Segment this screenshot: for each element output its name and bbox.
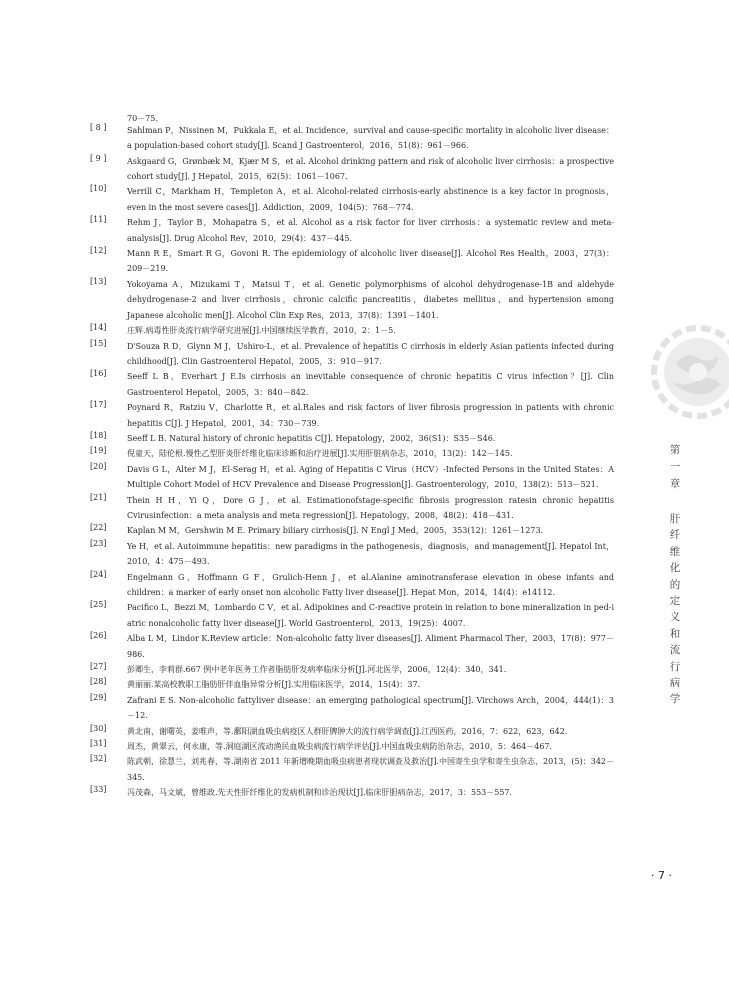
reference-number: [15] (90, 338, 107, 348)
reference-item (0, 570, 729, 601)
reference-number: [33] (90, 785, 107, 795)
continuation-text: 70－75. (127, 114, 158, 123)
reference-item (0, 662, 729, 677)
chapter-label (670, 442, 681, 493)
reference-number: [28] (90, 677, 107, 687)
sidebar-char: 化 (669, 562, 681, 575)
chapter-title (670, 511, 681, 708)
reference-item (0, 154, 729, 185)
sidebar-char: 第 (669, 444, 681, 456)
reference-item (0, 739, 729, 754)
reference-text: Kaplan M M，Gershwin M E. Primary biliary cirrhosis[J]. N Engl J Med，2005，353(12)：1261－1273. (127, 526, 544, 536)
sidebar-char: 流 (669, 644, 681, 657)
reference-item (0, 631, 729, 662)
reference-text: Seeff L B，Everhart J E.Is cirrhosis an inevitable consequence of chronic hepatitis C virus infection？[J]. Clin Gastroenterol Hepatol，2005，3：840－842. (127, 372, 614, 397)
reference-number: [29] (90, 692, 107, 702)
reference-text: Zafrani E S. Non-alcoholic fattyliver disease：an emerging pathological spectrum[J]. Virchows Arch，2004，444(1)：3－12. (127, 695, 614, 721)
reference-text: Pacifico L，Bezzi M，Lombardo C V，et al. Adipokines and C-reactive protein in relation to bone mineralization in ped-i atric nonalcoholic fatty liver disease[J]. World Gastroenterol，2013，19(25)：4007. (127, 603, 614, 628)
reference-number: [21] (90, 492, 107, 502)
reference-text: 周杰，黄翠云，何永康，等.洞庭湖区流动渔民血吸虫病流行病学评估[J].中国血吸虫病防治杂志，2010，5：464－467. (127, 742, 553, 752)
reference-item (0, 677, 729, 692)
reference-number: [20] (90, 461, 107, 471)
reference-number: [17] (90, 400, 107, 410)
reference-text: Askgaard G，Grønbæk M，Kjær M S，et al. Alcohol drinking pattern and risk of alcoholic liver cirrhosis：a prospective cohort study[J]. J Hepatol，2015，62(5)：1061－1067. (127, 156, 614, 182)
reference-text: Seeff L B. Natural history of chronic hepatitis C[J]. Hepatology，2002，36(S1)：S35－S46. (127, 433, 496, 443)
reference-item (0, 724, 729, 739)
reference-text: Mann R E，Smart R G，Govoni R. The epidemiology of alcoholic liver disease[J]. Alcohol Res Health，2003，27(3)：209－219. (127, 249, 614, 274)
sidebar-char: 章 (669, 478, 681, 490)
reference-item (0, 600, 729, 631)
reference-number: [13] (90, 276, 107, 286)
reference-text: 倪童天，陆伦根.慢性乙型肝炎肝纤维化临床诊断和治疗进展[J].实用肝脏病杂志，2010，13(2)：142－145. (127, 449, 513, 459)
reference-number: [16] (90, 369, 107, 379)
page-number: · 7 · (651, 869, 672, 882)
reference-text: 黄丽丽.某高校教职工脂肪肝伴血脂异常分析[J].实用临床医学，2014，15(4)：37. (127, 680, 421, 690)
sidebar-char: 的 (669, 578, 681, 591)
reference-number: [10] (90, 184, 107, 194)
reference-text: 庄辉.病毒性肝炎流行病学研究进展[J].中国继续医学教育，2010，2：1－5. (127, 326, 396, 336)
sidebar-char: 一 (669, 461, 681, 473)
reference-item (0, 215, 729, 246)
reference-item (0, 400, 729, 431)
sidebar-char: 纤 (669, 529, 681, 542)
sidebar-char: 定 (669, 595, 681, 608)
reference-text: Sahlman P，Nissinen M，Pukkala E，et al. Incidence，survival and cause-specific mortality in alcoholic liver disease：a population-based cohort study[J]. Scand J Gastroenterol，2016，51(8)：961－966. (127, 125, 614, 151)
reference-number: [12] (90, 246, 107, 256)
reference-text: 冯茂森，马文斌，曾维政.先天性肝纤维化的发病机制和诊治现状[J].临床肝胆病杂志，2017，3：553－557. (127, 788, 513, 798)
reference-item (0, 339, 729, 370)
sidebar-char: 义 (669, 611, 681, 624)
sidebar-char: 肝 (669, 513, 681, 525)
reference-number: [14] (90, 323, 107, 333)
reference-text: D'Souza R D，Glynn M J，Ushiro-L，et al. Prevalence of hepatitis C cirrhosis in elderly Asian patients infected during childhood[J]. Clin Gastroenterol Hepatol，2005，3：910－917. (127, 341, 614, 366)
reference-text: Alba L M，Lindor K.Review article：Non-alcoholic fatty liver diseases[J]. Aliment Pharmacol Ther，2003，17(8)：977－986. (127, 634, 614, 659)
sidebar-char: 病 (669, 677, 681, 690)
reference-item (0, 446, 729, 461)
reference-item (0, 539, 729, 570)
reference-item (0, 431, 729, 446)
reference-number: [18] (90, 430, 107, 440)
reference-number: [25] (90, 600, 107, 610)
reference-number: [31] (90, 739, 107, 749)
reference-text: 彭卿生，李莉群.667 例中老年医务工作者脂肪肝发病率临床分析[J].河北医学，2006，12(4)：340，341. (127, 665, 507, 675)
sidebar-char: 学 (669, 693, 681, 706)
reference-number: [ 8 ] (90, 122, 107, 132)
reference-item (0, 693, 729, 724)
sidebar-char: 行 (669, 660, 681, 673)
reference-number: [11] (90, 215, 107, 225)
reference-text: 黄北南，谢曙英，姜唯声，等.鄱阳湖血吸虫病疫区人群肝脾肿大的流行病学调查[J].江西医药，2016，7：622，623，642. (127, 726, 568, 736)
reference-item (0, 184, 729, 215)
reference-item (0, 369, 729, 400)
reference-number: [32] (90, 754, 107, 764)
reference-text: Thein H H，Yi Q，Dore G J，et al. Estimationofstage-specific fibrosis progression ratesin chronic hepatitis Cvirusinfection：a meta analysis and meta regression[J]. Hepatology，2008，48(2)：418－431. (127, 495, 614, 520)
reference-item (0, 754, 729, 785)
reference-number: [26] (90, 631, 107, 641)
reference-item (0, 785, 729, 800)
reference-text: Yokoyama A，Mizukami T，Matsui T，et al. Genetic polymorphisms of alcohol dehydrogenase-1B and aldehyde dehydrogenase-2 and liver cirrhosis，chronic calcific pancreatitis，diabetes mellitus，and hypertension among Japanese alcoholic men[J]. Alcohol Clin Exp Res，2013，37(8)：1391－1401. (127, 279, 614, 320)
reference-item (0, 493, 729, 524)
reference-text: Davis G L，Alter M J，El-Serag H，et al. Aging of Hepatitis C Virus（HCV）-Infected Persons in the United States：A Multiple Cohort Model of HCV Prevalence and Disease Progression[J]. Gastroenterology，2010，138(2)：513－521. (127, 464, 614, 490)
reference-text: Ye H，et al. Autoimmune hepatitis：new paradigms in the pathogenesis，diagnosis，and management[J]. Hepatol Int，2010，4：475－493. (127, 541, 614, 567)
reference-text: Poynard R，Ratziu V，Charlotte R，et al.Rales and risk factors of liver fibrosis progression in patients with chronic hepatitis C[J]. J Hepatol，2001，34：730－739. (127, 403, 614, 428)
reference-text: Rehm J，Taylor B，Mohapatra S，et al. Alcohol as a risk factor for liver cirrhosis：a systematic review and meta-analysis[J]. Drug Alcohol Rev，2010，29(4)：437－445. (127, 218, 614, 243)
reference-text: Verrill C，Markham H，Templeton A，et al. Alcohol-related cirrhosis-early abstinence is a key factor in prognosis，even in the most severe cases[J]. Addiction，2009，104(5)：768－774. (127, 187, 614, 212)
sidebar-char: 维 (669, 545, 681, 558)
reference-list (0, 122, 729, 804)
reference-number: [30] (90, 723, 107, 733)
reference-number: [23] (90, 538, 107, 548)
reference-item (0, 277, 729, 323)
reference-item (0, 246, 729, 277)
reference-item (0, 523, 729, 538)
reference-number: [19] (90, 446, 107, 456)
reference-item (0, 323, 729, 338)
reference-text: Engelmann G，Hoffmann G F，Grulich-Henn J，et al.Alanine aminotransferase elevation in obese infants and children：a marker of early onset non alcoholic Fatty liver disease[J]. Hepat Mon，2014，14(4)：e14112. (127, 572, 614, 597)
reference-text: 陈武朝，徐慧兰，刘兆春，等.湖南省 2011 年新增晚期血吸虫病患者现状调查及救治[J].中国寄生虫学和寄生虫杂志，2013，(5)：342－345. (127, 757, 614, 782)
reference-number: [22] (90, 523, 107, 533)
chapter-sidebar (666, 442, 684, 708)
reference-number: [ 9 ] (90, 153, 107, 163)
reference-number: [27] (90, 662, 107, 672)
reference-number: [24] (90, 569, 107, 579)
reference-item (0, 123, 729, 154)
sidebar-char: 和 (669, 627, 681, 640)
reference-item (0, 462, 729, 493)
